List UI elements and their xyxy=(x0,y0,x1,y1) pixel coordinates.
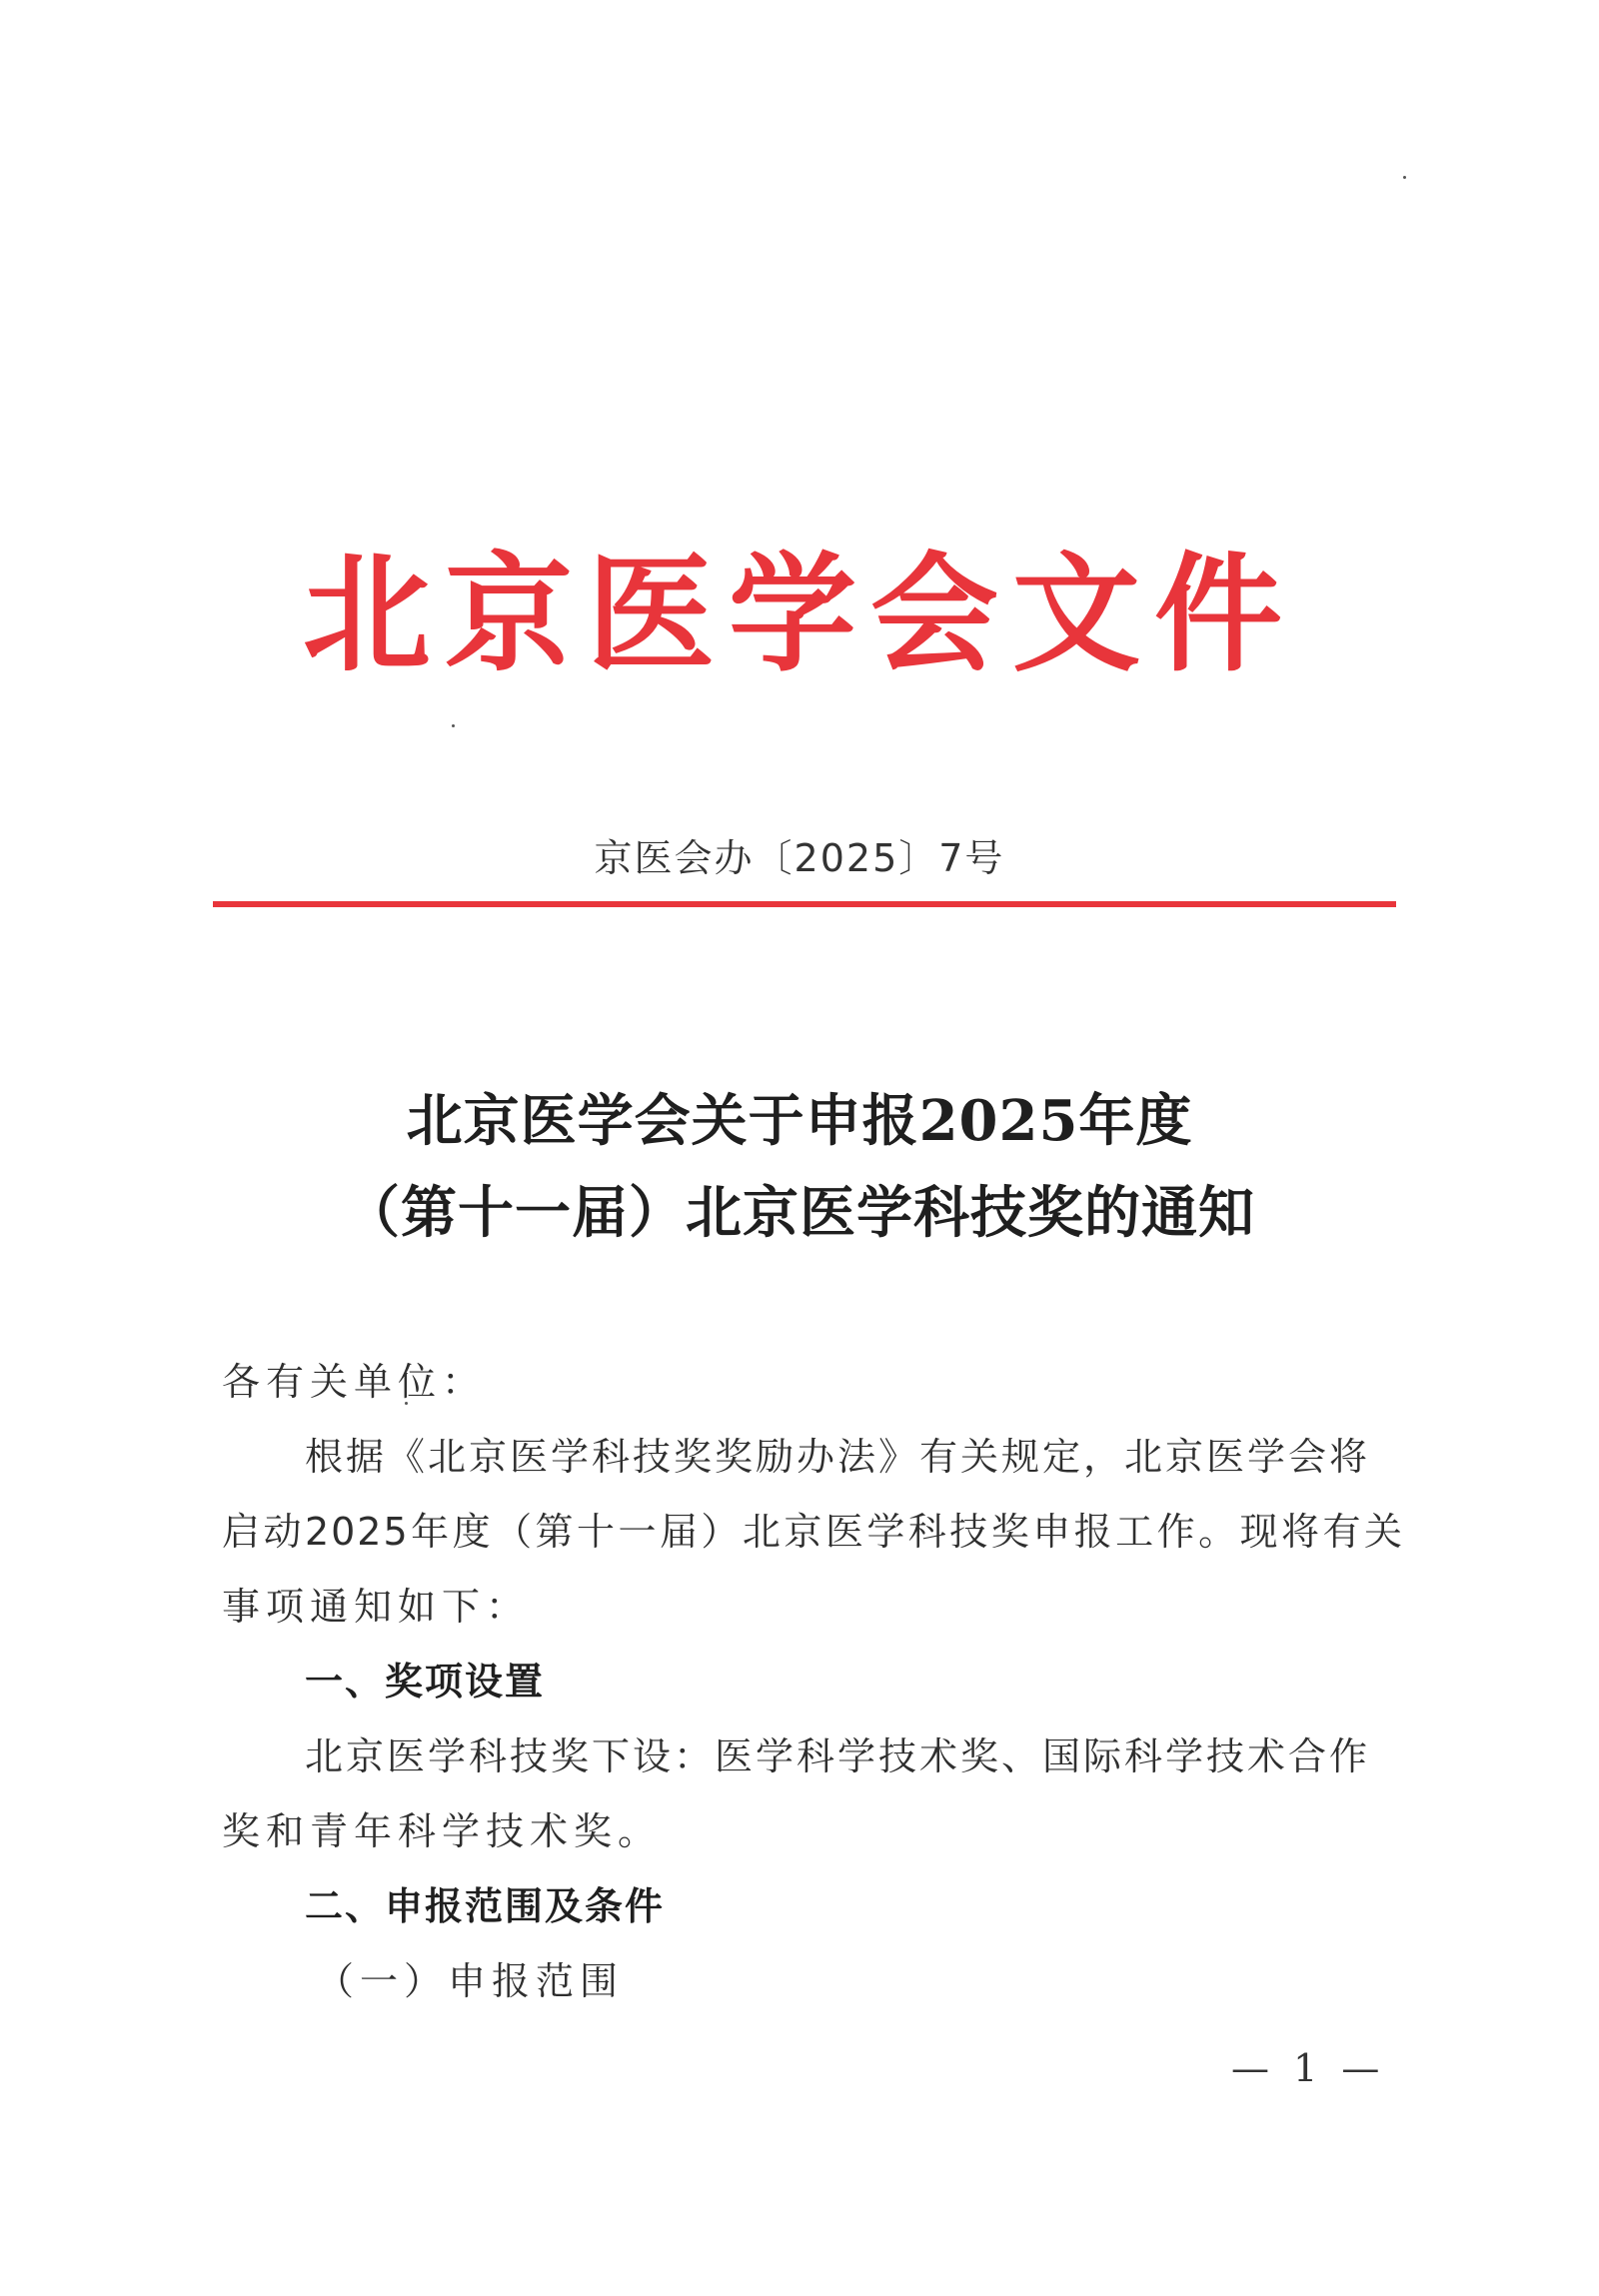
section-2-heading: 二、申报范围及条件 xyxy=(305,1884,666,1928)
document-number: 京医会办〔2025〕7号 xyxy=(594,836,1005,880)
paragraph-1-line-3: 事项通知如下： xyxy=(222,1585,531,1629)
red-divider-line xyxy=(213,901,1396,907)
paragraph-1-line-2: 启动2025年度（第十一届）北京医学科技奖申报工作。现将有关 xyxy=(222,1510,1404,1554)
subsection-1-heading: （一）申报范围 xyxy=(316,1959,625,2003)
paragraph-2-line-2: 奖和青年科学技术奖。 xyxy=(222,1809,663,1853)
paragraph-2-line-1: 北京医学科技奖下设：医学科学技术奖、国际科学技术合作 xyxy=(305,1734,1371,1778)
scan-speck xyxy=(1403,176,1406,179)
notice-title-line-1: 北京医学会关于申报2025年度 xyxy=(406,1088,1193,1154)
letterhead-title: 北京医学会文件 xyxy=(302,540,1296,689)
section-1-heading: 一、奖项设置 xyxy=(305,1660,546,1704)
page-number: — 1 — xyxy=(1231,2046,1386,2090)
notice-title-line-2: （第十一届）北京医学科技奖的通知 xyxy=(344,1180,1255,1246)
salutation: 各有关单位： xyxy=(222,1360,487,1404)
paragraph-1-line-1: 根据《北京医学科技奖奖励办法》有关规定，北京医学会将 xyxy=(305,1435,1371,1479)
scan-speck xyxy=(452,724,455,727)
